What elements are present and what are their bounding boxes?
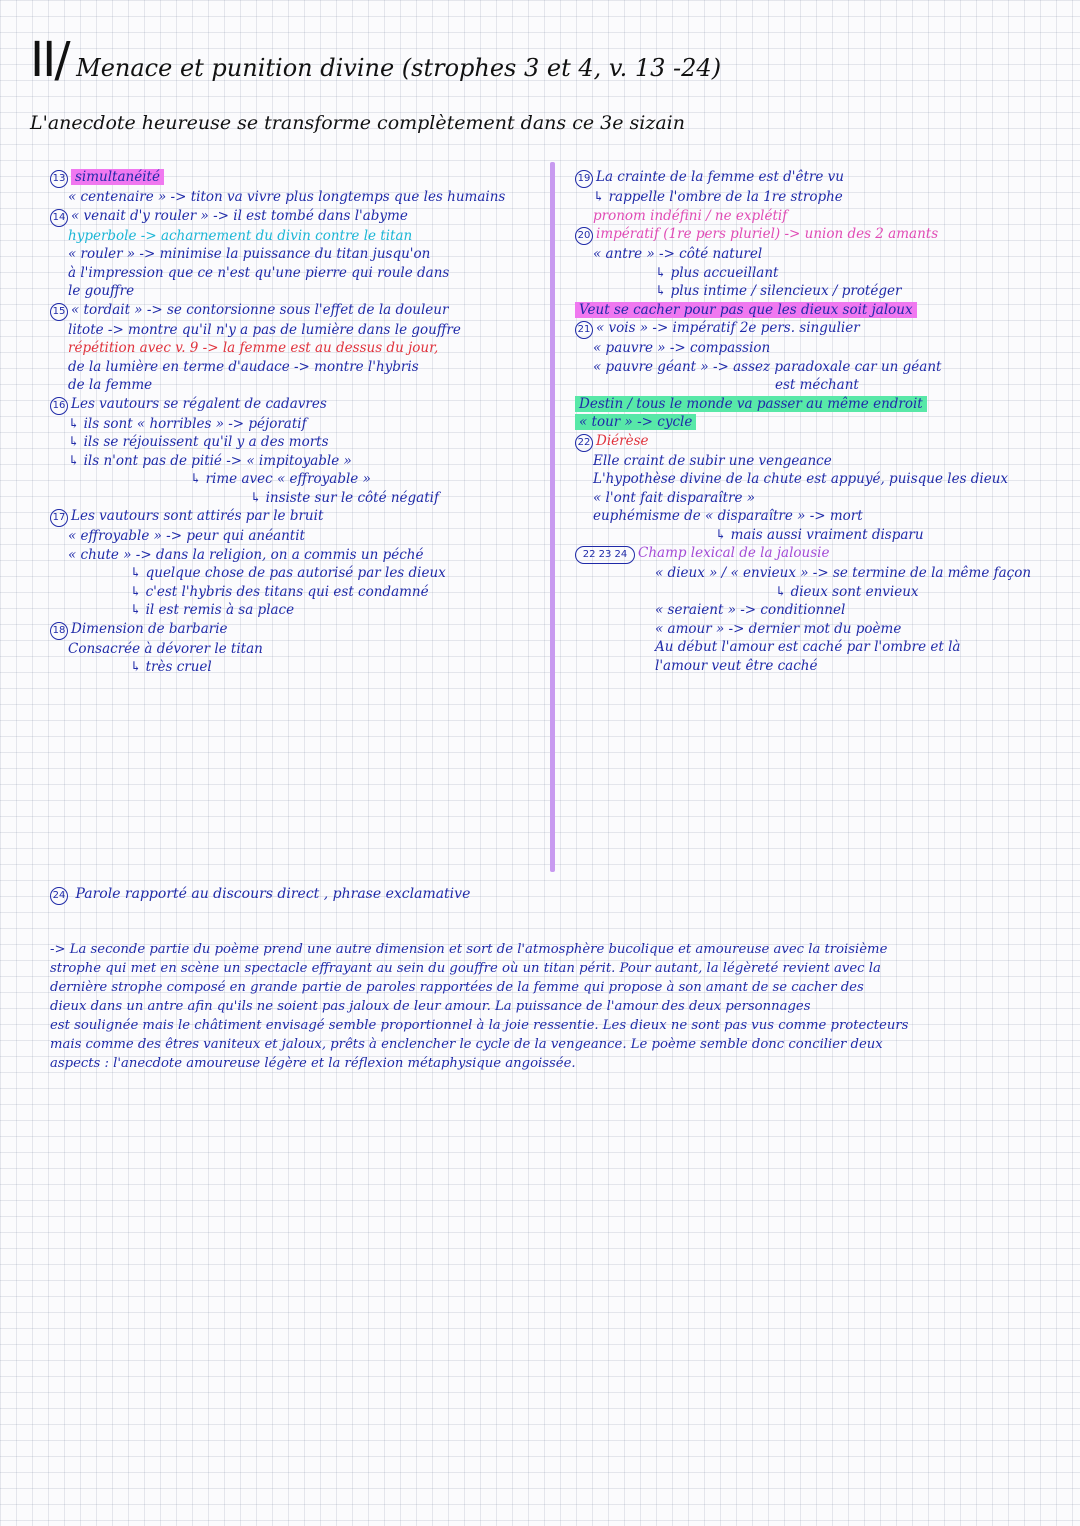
note-text: Les vautours se régalent de cadavres <box>71 395 327 412</box>
note-text: simultanéité <box>71 169 164 185</box>
note-line <box>575 395 1065 414</box>
note-number: 21 <box>575 321 593 339</box>
note-text: ↳ rappelle l'ombre de la 1re strophe <box>593 189 843 205</box>
note-number: 20 <box>575 227 593 245</box>
note-text: litote -> montre qu'il n'y a pas de lumière dans le gouffre <box>68 321 461 338</box>
note-line <box>575 188 1065 207</box>
note-text: L'hypothèse divine de la chute est appuyé, puisque les dieux <box>593 471 1009 487</box>
note-text: « tour » -> cycle <box>575 414 696 430</box>
note-line <box>50 168 550 188</box>
note-text: « vois » -> impératif 2e pers. singulier <box>596 320 860 336</box>
note-line <box>50 507 550 527</box>
note-text: hyperbole -> acharnement du divin contre le titan <box>68 227 413 244</box>
conclusion-line: -> La seconde partie du poème prend une autre dimension et sort de l'atmosphère bucolique et amoureuse avec la troisième <box>50 942 888 957</box>
conclusion-line: dieux dans un antre afin qu'ils ne soient pas jaloux de leur amour. La puissance de l'amour des deux personnages <box>50 999 811 1014</box>
note-line <box>575 452 1065 471</box>
note-line <box>50 433 550 452</box>
note-number: 18 <box>50 622 68 640</box>
note-line <box>575 282 1065 301</box>
note-line <box>575 601 1065 620</box>
note-line <box>575 526 1065 545</box>
note-text: Diérèse <box>596 432 649 449</box>
note-text: Les vautours sont attirés par le bruit <box>71 508 324 524</box>
note-line <box>575 225 1065 245</box>
note-text: ↳ c'est l'hybris des titans qui est condamné <box>130 583 429 600</box>
note-text: de la lumière en terme d'audace -> montre l'hybris <box>68 358 419 375</box>
note-line <box>50 188 550 207</box>
note-text: euphémisme de « disparaître » -> mort <box>593 508 863 524</box>
footnote-number: 24 <box>50 887 68 905</box>
note-text: « seraient » -> conditionnel <box>655 602 846 618</box>
note-text: « effroyable » -> peur qui anéantit <box>68 528 305 544</box>
note-text: ↳ ils se réjouissent qu'il y a des morts <box>68 434 329 450</box>
note-text: l'amour veut être caché <box>655 657 818 674</box>
footnote <box>50 886 470 905</box>
note-line <box>575 207 1065 226</box>
note-number: 17 <box>50 509 68 527</box>
note-line <box>50 282 550 301</box>
note-line <box>50 339 550 358</box>
section-subtitle: L'anecdote heureuse se transforme complètement dans ce 3e sizain <box>30 112 685 134</box>
note-text: ↳ très cruel <box>130 659 212 675</box>
page-title <box>30 32 721 88</box>
note-line <box>50 640 550 659</box>
left-column <box>50 168 550 677</box>
note-text: « dieux » / « envieux » -> se termine de la même façon <box>655 565 1032 581</box>
conclusion-paragraph <box>50 940 1060 1073</box>
note-text: Destin / tous le monde va passer au même endroit <box>575 396 927 412</box>
note-line <box>575 620 1065 639</box>
note-text: répétition avec v. 9 -> la femme est au dessus du jour, <box>68 340 439 356</box>
note-line <box>50 452 550 471</box>
note-number: 19 <box>575 170 593 188</box>
note-number: 22 <box>575 434 593 452</box>
note-line <box>50 358 550 377</box>
note-text: ↳ ils n'ont pas de pitié -> « impitoyable » <box>68 452 352 469</box>
note-line <box>575 301 1065 320</box>
note-number: 22 23 24 <box>575 546 635 564</box>
note-text: « amour » -> dernier mot du poème <box>655 620 902 637</box>
note-text: ↳ ils sont « horribles » -> péjoratif <box>68 415 307 432</box>
note-line <box>575 358 1065 377</box>
right-column <box>575 168 1065 675</box>
note-line <box>50 620 550 640</box>
note-text: de la femme <box>68 377 153 393</box>
note-line <box>50 527 550 546</box>
note-line <box>50 395 550 415</box>
note-number: 13 <box>50 170 68 188</box>
conclusion-line: aspects : l'anecdote amoureuse légère et la réflexion métaphysique angoissée. <box>50 1056 576 1071</box>
note-text: « antre » -> côté naturel <box>593 246 763 262</box>
note-number: 16 <box>50 397 68 415</box>
note-line <box>575 544 1065 564</box>
note-text: ↳ dieux sont envieux <box>775 583 919 600</box>
note-number: 15 <box>50 303 68 321</box>
note-line <box>575 470 1065 489</box>
note-text: Veut se cacher pour pas que les dieux soit jaloux <box>575 302 917 318</box>
note-line <box>575 638 1065 657</box>
note-line <box>575 264 1065 283</box>
note-text: ↳ mais aussi vraiment disparu <box>715 526 924 543</box>
note-text: est méchant <box>775 377 859 393</box>
note-line <box>50 376 550 395</box>
note-text: ↳ il est remis à sa place <box>130 602 295 618</box>
note-line <box>50 207 550 227</box>
note-text: pronom indéfini / ne explétif <box>593 207 788 224</box>
note-text: ↳ insiste sur le côté négatif <box>250 489 439 506</box>
note-text: ↳ plus intime / silencieux / protéger <box>655 283 902 299</box>
note-line <box>575 564 1065 583</box>
note-text: « l'ont fait disparaître » <box>593 489 756 506</box>
conclusion-line: dernière strophe composé en grande partie de paroles rapportées de la femme qui propose à son amant de se cacher des <box>50 980 864 995</box>
note-text: Elle craint de subir une vengeance <box>593 452 832 469</box>
note-text: « pauvre géant » -> assez paradoxale car un géant <box>593 358 942 375</box>
note-text: « venait d'y rouler » -> il est tombé dans l'abyme <box>71 207 408 224</box>
note-line <box>50 245 550 264</box>
note-line <box>575 583 1065 602</box>
section-numeral: II/ <box>30 32 69 88</box>
note-line <box>575 339 1065 358</box>
footnote-text: Parole rapporté au discours direct , phrase exclamative <box>75 886 471 902</box>
note-line <box>50 264 550 283</box>
note-text: « tordait » -> se contorsionne sous l'effet de la douleur <box>71 301 449 318</box>
note-line <box>50 564 550 583</box>
note-line <box>50 321 550 340</box>
note-text: Champ lexical de la jalousie <box>638 545 830 561</box>
note-line <box>50 470 550 489</box>
note-text: impératif (1re pers pluriel) -> union des 2 amants <box>596 226 939 242</box>
note-text: Dimension de barbarie <box>71 620 228 637</box>
note-number: 14 <box>50 209 68 227</box>
note-line <box>50 583 550 602</box>
section-title: Menace et punition divine (strophes 3 et 4, v. 13 -24) <box>76 54 722 82</box>
note-text: « centenaire » -> titon va vivre plus longtemps que les humains <box>68 189 506 205</box>
note-text: « chute » -> dans la religion, on a commis un péché <box>68 546 424 563</box>
note-text: le gouffre <box>68 283 135 299</box>
note-line <box>50 601 550 620</box>
note-line <box>50 658 550 677</box>
note-line <box>575 376 1065 395</box>
conclusion-line: est soulignée mais le châtiment envisagé semble proportionnel à la joie ressentie. Les dieux ne sont pas vus comme protecteurs <box>50 1018 909 1033</box>
note-text: « pauvre » -> compassion <box>593 340 771 356</box>
note-line <box>575 657 1065 676</box>
note-line <box>575 168 1065 188</box>
note-line <box>575 245 1065 264</box>
note-text: à l'impression que ce n'est qu'une pierre qui roule dans <box>68 264 450 281</box>
note-line <box>575 319 1065 339</box>
column-divider <box>550 162 555 872</box>
conclusion-line: strophe qui met en scène un spectacle effrayant au sein du gouffre où un titan périt. Pour autant, la légèreté revient avec la <box>50 961 881 976</box>
note-line <box>50 227 550 246</box>
note-line <box>50 489 550 508</box>
note-line <box>575 489 1065 508</box>
conclusion-line: mais comme des êtres vaniteux et jaloux, prêts à enclencher le cycle de la vengeance. Le poème semble donc concilier deux <box>50 1037 883 1052</box>
note-line <box>575 432 1065 452</box>
note-text: ↳ plus accueillant <box>655 264 779 281</box>
note-text: Au début l'amour est caché par l'ombre et là <box>655 639 961 655</box>
note-text: Consacrée à dévorer le titan <box>68 640 263 657</box>
note-line <box>50 301 550 321</box>
note-line <box>50 546 550 565</box>
note-text: « rouler » -> minimise la puissance du titan jusqu'on <box>68 246 431 262</box>
note-line <box>50 415 550 434</box>
note-text: La crainte de la femme est d'être vu <box>596 169 844 185</box>
note-line <box>575 413 1065 432</box>
note-text: ↳ quelque chose de pas autorisé par les dieux <box>130 565 446 581</box>
note-text: ↳ rime avec « effroyable » <box>190 471 371 487</box>
note-line <box>575 507 1065 526</box>
